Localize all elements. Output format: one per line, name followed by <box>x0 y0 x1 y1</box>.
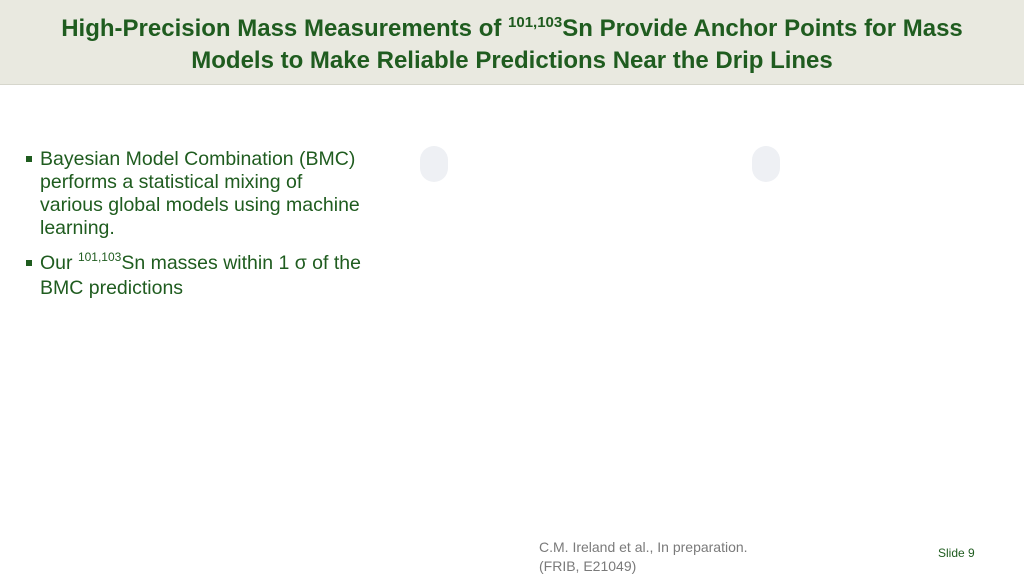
title-isotope-superscript: 101,103 <box>508 14 563 31</box>
title-line2: Models to Make Reliable Predictions Near the Drip Lines <box>191 47 833 74</box>
bullet-item-sn-masses <box>26 252 366 300</box>
bullet-isotope-superscript: 101,103 <box>77 250 122 264</box>
bullet-text-suffix: Sn masses within 1 σ of the BMC predictions <box>40 252 361 299</box>
citation-line1: C.M. Ireland et al., In preparation. <box>539 539 748 555</box>
faint-placeholder-shape <box>420 146 448 182</box>
title-line1-suffix: Sn Provide Anchor Points for Mass <box>562 15 963 42</box>
faint-placeholder-shape <box>752 146 780 182</box>
bullet-list <box>26 148 366 312</box>
citation-line2: (FRIB, E21049) <box>539 558 637 574</box>
title-line1-prefix: High-Precision Mass Measurements of <box>61 15 509 42</box>
bullet-text: Bayesian Model Combination (BMC) performs a statistical mixing of various global models using machine learning. <box>40 148 360 239</box>
slide-title <box>0 14 1024 75</box>
citation <box>539 538 748 576</box>
bullet-item-bmc <box>26 148 366 240</box>
square-bullet-icon <box>26 156 32 162</box>
slide-number: Slide 9 <box>938 546 975 560</box>
square-bullet-icon <box>26 260 32 266</box>
bullet-text-prefix: Our <box>40 252 78 274</box>
title-bar <box>0 0 1024 85</box>
